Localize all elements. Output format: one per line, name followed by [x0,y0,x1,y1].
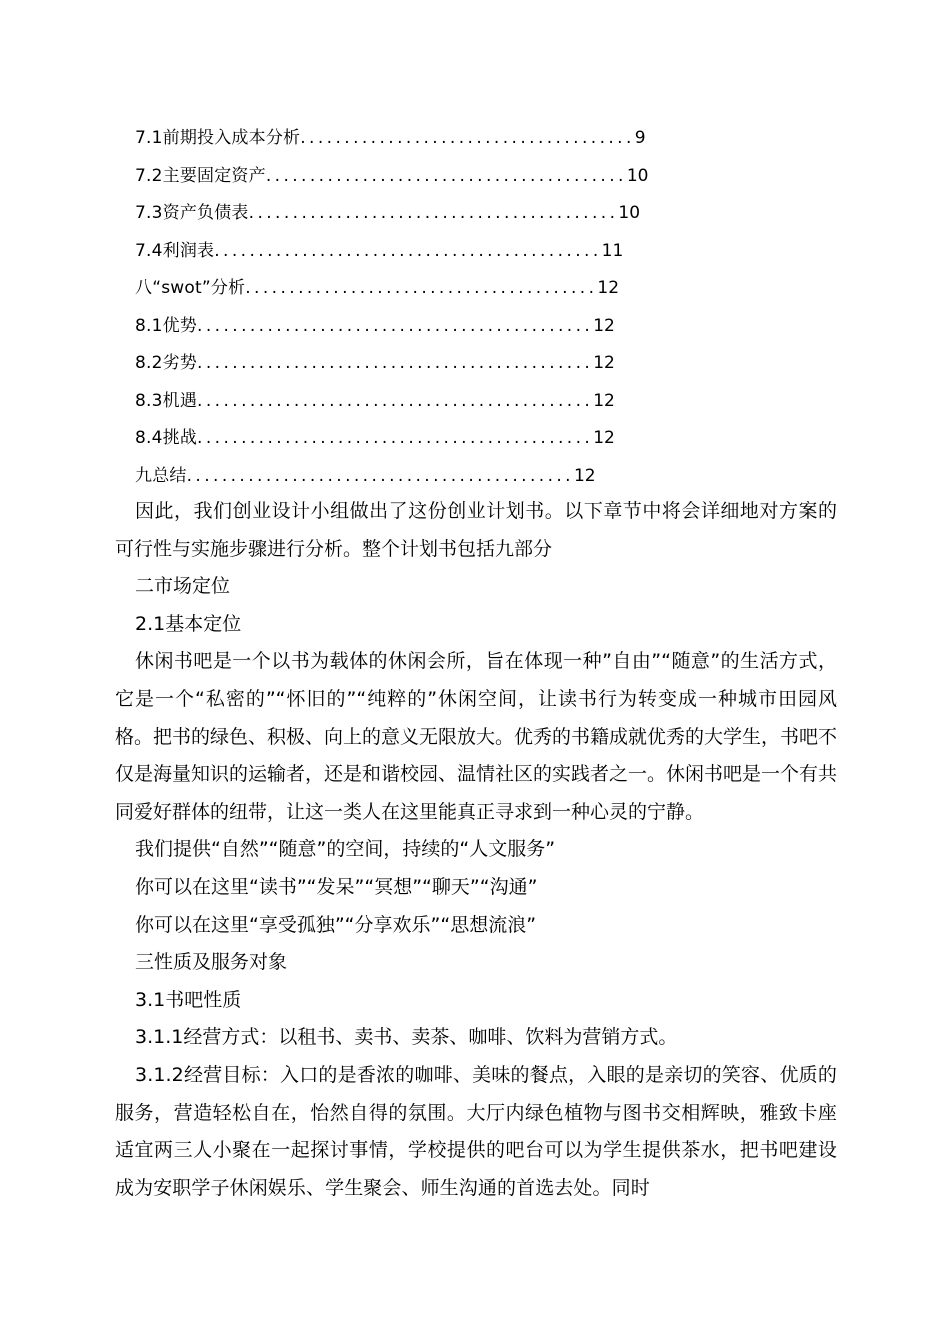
toc-entry [135,270,855,308]
table-of-contents [135,120,855,495]
experiences-paragraph: 你可以在这里“享受孤独”“分享欢乐”“思想流浪” [135,913,537,936]
toc-entry-page: 12 [593,428,615,448]
toc-entry-title: 7.1前期投入成本分析 [135,128,301,148]
toc-leader-dots: ............................................. [197,315,594,336]
toc-entry-title: 7.3资产负债表 [135,203,249,223]
toc-entry-page: 10 [626,165,649,186]
toc-entry-page: 12 [597,278,620,298]
toc-entry-title: 8.3机遇 [135,390,198,411]
toc-entry [135,308,855,346]
toc-entry-title: 7.2主要固定资产 [135,165,266,186]
toc-entry [135,233,855,271]
toc-leader-dots: ............................................. [197,353,594,373]
business-goal-paragraph: 3.1.2经营目标：入口的是香浓的咖啡、美味的餐点，入眼的是亲切的笑容、优质的服务，营造轻松自在，怡然自得的氛围。大厅内绿色植物与图书交相辉映，雅致卡座适宜两三人小聚在一起探讨事情，学校提供的吧台可以为学生提供茶水，把书吧建设成为安职学子休闲娱乐、学生聚会、师生沟通的首选去处。同时 [115,1063,837,1199]
toc-entry-page: 12 [593,353,615,373]
business-mode-paragraph: 3.1.1经营方式：以租书、卖书、卖茶、咖啡、饮料为营销方式。 [135,1026,678,1049]
section-heading-market-positioning: 二市场定位 [135,575,231,598]
toc-entry [135,345,855,383]
activities-paragraph: 你可以在这里“读书”“发呆”“冥想”“聊天”“沟通” [135,875,538,898]
toc-entry [135,458,855,496]
section-heading-nature-and-service: 三性质及服务对象 [135,951,288,974]
toc-entry [135,420,855,458]
document-body [115,493,837,1207]
toc-leader-dots: ............................................ [214,240,602,261]
toc-leader-dots: ............................................. [197,390,594,411]
toc-entry [135,158,855,196]
toc-entry-page: 9 [634,128,646,148]
toc-entry-title: 8.4挑战 [135,428,198,448]
toc-leader-dots: ...................................... [300,128,635,148]
toc-leader-dots: .......................................... [248,203,619,223]
toc-entry-page: 11 [601,240,624,261]
subsection-heading-bar-nature: 3.1书吧性质 [135,988,242,1011]
intro-paragraph: 因此，我们创业设计小组做出了这份创业计划书。以下章节中将会详细地对方案的可行性与实施步骤进行分析。整个计划书包括九部分 [115,500,837,560]
positioning-paragraph: 休闲书吧是一个以书为载体的休闲会所，旨在体现一种”自由”“随意”的生活方式，它是一个“私密的”“怀旧的”“纯粹的”休闲空间，让读书行为转变成一种城市田园风格。把书的绿色、积极、向上的意义无限放大。优秀的书籍成就优秀的大学生，书吧不仅是海量知识的运输者，还是和谐校园、温情社区的实践者之一。休闲书吧是一个有共同爱好群体的纽带，让这一类人在这里能真正寻求到一种心灵的宁静。 [115,650,838,823]
toc-entry [135,120,855,158]
toc-leader-dots: ........................................ [245,278,598,298]
toc-entry-page: 12 [573,465,596,486]
toc-entry-title: 九总结 [135,465,187,486]
toc-entry-title: 8.1优势 [135,315,198,336]
toc-entry [135,383,855,421]
toc-entry-page: 12 [593,315,615,336]
toc-leader-dots: ............................................ [186,465,574,486]
subsection-heading-basic-positioning: 2.1基本定位 [135,612,242,635]
toc-entry-page: 12 [593,390,615,411]
toc-entry [135,195,855,233]
offer-paragraph: 我们提供“自然”“随意”的空间，持续的“人文服务” [135,838,556,861]
toc-leader-dots: ............................................. [197,428,594,448]
toc-entry-title: 7.4利润表 [135,240,215,261]
toc-entry-page: 10 [618,203,641,223]
toc-entry-title: 八“swot”分析 [135,278,246,298]
toc-entry-title: 8.2劣势 [135,353,198,373]
toc-leader-dots: ......................................... [265,165,627,186]
